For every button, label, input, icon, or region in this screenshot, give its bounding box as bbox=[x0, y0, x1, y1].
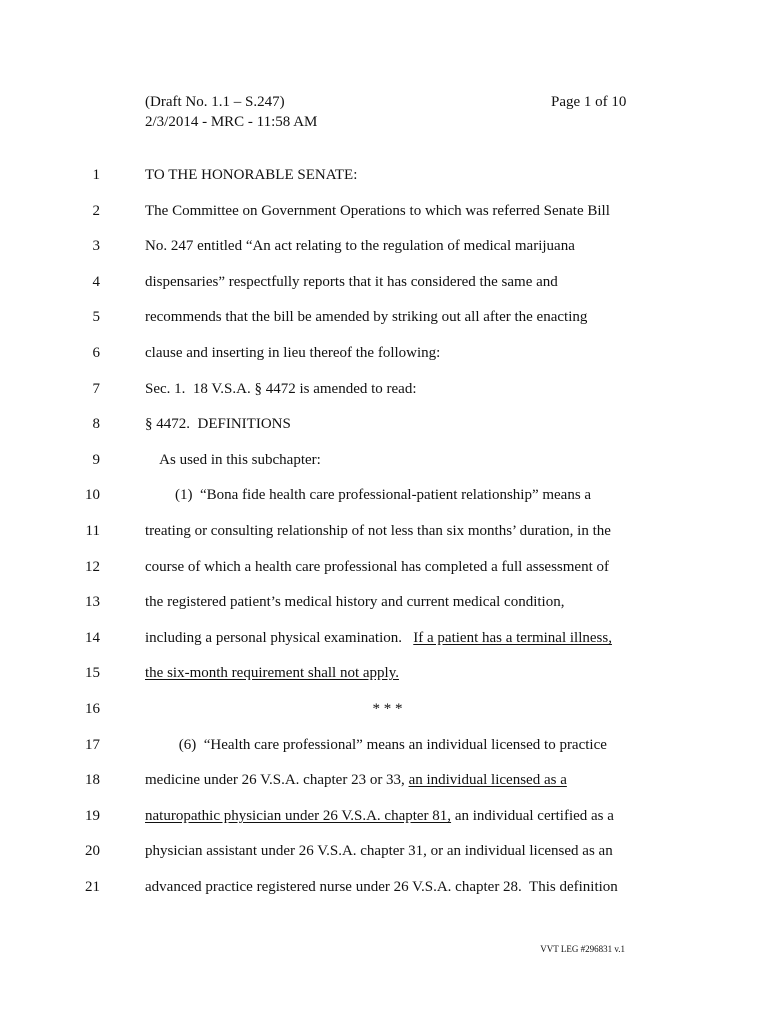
text-segment: TO THE HONORABLE SENATE: bbox=[145, 167, 358, 183]
line-number: 17 bbox=[85, 737, 100, 753]
text-segment: course of which a health care professional has completed a full assessment of bbox=[145, 559, 610, 575]
line-text bbox=[145, 841, 630, 861]
inserted-text: naturopathic physician under 26 V.S.A. chapter 81, bbox=[145, 808, 452, 824]
text-segment: (1) “Bona fide health care professional-patient relationship” means a bbox=[145, 487, 592, 503]
draft-number: (Draft No. 1.1 – S.247) bbox=[145, 94, 285, 110]
line-text bbox=[145, 236, 630, 256]
line-text bbox=[145, 485, 630, 505]
text-segment: dispensaries” respectfully reports that it has considered the same and bbox=[145, 274, 558, 290]
text-segment: The Committee on Government Operations to which was referred Senate Bill bbox=[145, 203, 610, 219]
line-number: 3 bbox=[92, 238, 100, 254]
line-text bbox=[145, 201, 630, 221]
draft-timestamp: 2/3/2014 - MRC - 11:58 AM bbox=[145, 114, 318, 130]
text-segment: Sec. 1. 18 V.S.A. § 4472 is amended to read: bbox=[145, 381, 417, 397]
line-text bbox=[145, 877, 630, 897]
line-number: 4 bbox=[92, 274, 100, 290]
text-segment: § 4472. DEFINITIONS bbox=[145, 416, 291, 432]
line-text bbox=[145, 770, 630, 790]
text-segment: As used in this subchapter: bbox=[145, 452, 321, 468]
line-number: 14 bbox=[85, 630, 100, 646]
text-segment: an individual certified as a bbox=[451, 808, 614, 824]
line-number: 20 bbox=[85, 843, 100, 859]
line-text bbox=[145, 628, 630, 648]
line-text bbox=[145, 699, 630, 719]
inserted-text: an individual licensed as a bbox=[408, 772, 567, 788]
line-number: 9 bbox=[92, 452, 100, 468]
line-number: 12 bbox=[85, 559, 100, 575]
line-text bbox=[145, 557, 630, 577]
inserted-text: the six-month requirement shall not apply. bbox=[145, 665, 399, 681]
line-number: 18 bbox=[85, 772, 100, 788]
text-segment: No. 247 entitled “An act relating to the regulation of medical marijuana bbox=[145, 238, 575, 254]
text-segment: clause and inserting in lieu thereof the following: bbox=[145, 345, 441, 361]
line-number: 11 bbox=[85, 523, 100, 539]
text-segment: physician assistant under 26 V.S.A. chapter 31, or an individual licensed as an bbox=[145, 843, 613, 859]
text-segment: (6) “Health care professional” means an individual licensed to practice bbox=[145, 737, 607, 753]
line-number: 13 bbox=[85, 594, 100, 610]
page-number: Page 1 of 10 bbox=[551, 94, 627, 110]
text-segment: treating or consulting relationship of not less than six months’ duration, in the bbox=[145, 523, 611, 539]
text-segment: the registered patient’s medical history and current medical condition, bbox=[145, 594, 565, 610]
line-number: 21 bbox=[85, 879, 100, 895]
inserted-text: If a patient has a terminal illness, bbox=[413, 630, 612, 646]
line-text bbox=[145, 343, 630, 363]
line-number: 5 bbox=[92, 309, 100, 325]
line-number: 15 bbox=[85, 665, 100, 681]
text-segment: advanced practice registered nurse under 26 V.S.A. chapter 28. This definition bbox=[145, 879, 618, 895]
line-text bbox=[145, 806, 630, 826]
line-text bbox=[145, 165, 630, 185]
line-number: 1 bbox=[92, 167, 100, 183]
line-text bbox=[145, 450, 630, 470]
text-segment: medicine under 26 V.S.A. chapter 23 or 33, bbox=[145, 772, 409, 788]
line-number: 7 bbox=[92, 381, 100, 397]
line-number: 6 bbox=[92, 345, 100, 361]
line-text bbox=[145, 735, 630, 755]
line-text bbox=[145, 272, 630, 292]
footer-doc-id: VVT LEG #296831 v.1 bbox=[540, 944, 625, 954]
line-text bbox=[145, 414, 630, 434]
line-text bbox=[145, 521, 630, 541]
header-left bbox=[145, 92, 317, 132]
line-number: 16 bbox=[85, 701, 100, 717]
line-number: 19 bbox=[85, 808, 100, 824]
line-text bbox=[145, 379, 630, 399]
text-segment: * * * bbox=[372, 701, 403, 717]
line-text bbox=[145, 307, 630, 327]
line-number: 8 bbox=[92, 416, 100, 432]
text-segment: recommends that the bill be amended by striking out all after the enacting bbox=[145, 309, 588, 325]
text-segment: including a personal physical examination. bbox=[145, 630, 414, 646]
line-text bbox=[145, 592, 630, 612]
line-number: 10 bbox=[85, 487, 100, 503]
line-text bbox=[145, 663, 630, 683]
line-number: 2 bbox=[92, 203, 100, 219]
